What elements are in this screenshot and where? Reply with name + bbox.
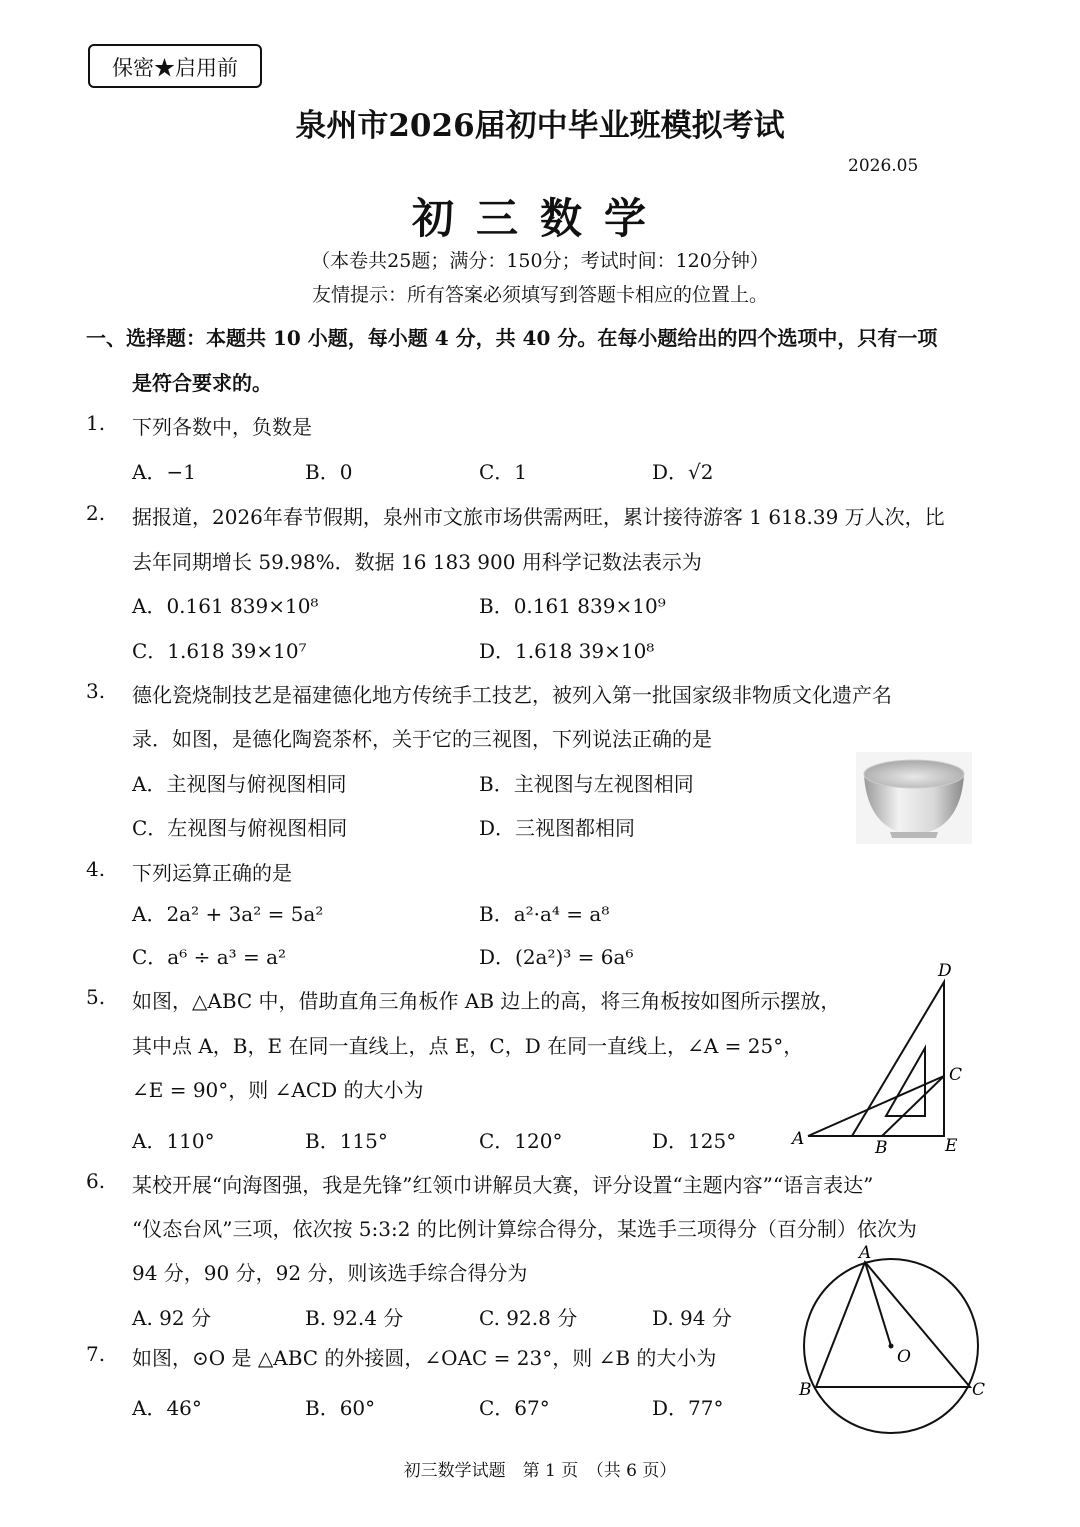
question-7-number: 7. (86, 1342, 106, 1366)
question-4-text: 下列运算正确的是 (132, 861, 292, 885)
friendly-tip: 友情提示：所有答案必须填写到答题卡相应的位置上。 (311, 284, 768, 306)
question-1-option-c: C．1 (479, 460, 528, 484)
fig7-label-o: O (897, 1347, 911, 1367)
question-7-figure (790, 1244, 990, 1440)
exam-date: 2026.05 (848, 156, 919, 176)
question-5-option-a: A．110° (132, 1129, 215, 1153)
triangle-abc (816, 1262, 970, 1387)
question-7-option-b: B．60° (305, 1396, 376, 1420)
question-1-option-d: D．√2 (652, 460, 714, 484)
fig5-label-c: C (949, 1065, 963, 1085)
section-heading-line1: 一、选择题：本题共 10 小题，每小题 4 分，共 40 分。在每小题给出的四个选项中，只有一项 (86, 326, 938, 350)
question-6-option-a: A. 92 分 (132, 1306, 211, 1330)
question-5-text-line2: 其中点 A，B，E 在同一直线上，点 E，C，D 在同一直线上，∠A = 25°， (132, 1034, 804, 1058)
question-4-option-b: B．a²·a⁴ = a⁸ (479, 902, 610, 926)
exam-title: 泉州市2026届初中毕业班模拟考试 (295, 108, 785, 144)
question-5-option-d: D．125° (652, 1129, 737, 1153)
segment-oa (865, 1262, 891, 1346)
teacup-image (856, 752, 972, 844)
question-5-text-line3: ∠E = 90°，则 ∠ACD 的大小为 (132, 1078, 424, 1102)
fig7-label-b: B (799, 1380, 812, 1400)
question-3-text-line1: 德化瓷烧制技艺是福建德化地方传统手工技艺，被列入第一批国家级非物质文化遗产名 (132, 683, 892, 707)
question-3-text-line2: 录．如图，是德化陶瓷茶杯，关于它的三视图，下列说法正确的是 (132, 727, 712, 751)
question-5-figure (784, 958, 980, 1158)
fig5-label-a: A (792, 1129, 805, 1149)
question-6-number: 6. (86, 1169, 106, 1193)
question-4-option-c: C．a⁶ ÷ a³ = a² (132, 945, 287, 969)
question-5-option-c: C．120° (479, 1129, 563, 1153)
question-3-number: 3. (86, 679, 106, 703)
fig7-label-c: C (972, 1380, 986, 1400)
question-2-text-line1: 据报道，2026年春节假期，泉州市文旅市场供需两旺，累计接待游客 1 618.39 万人次，比 (132, 505, 945, 529)
question-5-number: 5. (86, 985, 106, 1009)
question-3-option-c: C．左视图与俯视图相同 (132, 816, 348, 840)
question-1-option-b: B．0 (305, 460, 353, 484)
triangle-ruler-outer (852, 982, 944, 1136)
question-3-option-a: A．主视图与俯视图相同 (132, 772, 347, 796)
question-5-text-line1: 如图，△ABC 中，借助直角三角板作 AB 边上的高，将三角板按如图所示摆放， (132, 989, 841, 1013)
question-4-option-a: A．2a² + 3a² = 5a² (132, 902, 324, 926)
center-point-o (889, 1344, 894, 1349)
page-footer: 初三数学试题 第 1 页 （共 6 页） (403, 1461, 677, 1481)
question-2-option-d: D．1.618 39×10⁸ (479, 639, 655, 663)
question-2-option-c: C．1.618 39×10⁷ (132, 639, 307, 663)
fig5-label-b: B (875, 1138, 888, 1158)
question-7-option-a: A．46° (132, 1396, 202, 1420)
question-3-option-b: B．主视图与左视图相同 (479, 772, 694, 796)
question-4-option-d: D．(2a²)³ = 6a⁶ (479, 945, 634, 969)
question-5-option-b: B．115° (305, 1129, 388, 1153)
subject-title: 初三数学 (411, 194, 668, 243)
question-2-option-a: A．0.161 839×10⁸ (132, 594, 319, 618)
question-7-option-c: C．67° (479, 1396, 550, 1420)
question-6-text-line2: “仪态台风”三项，依次按 5:3:2 的比例计算综合得分，某选手三项得分（百分制）依次为 (132, 1217, 917, 1241)
question-2-option-b: B．0.161 839×10⁹ (479, 594, 666, 618)
question-1-text: 下列各数中，负数是 (132, 415, 312, 439)
segment-ac (808, 1076, 944, 1136)
question-6-text-line3: 94 分，90 分，92 分，则该选手综合得分为 (132, 1261, 528, 1285)
fig5-label-e: E (945, 1136, 958, 1156)
question-6-option-b: B. 92.4 分 (305, 1306, 404, 1330)
exam-info: （本卷共25题；满分：150分；考试时间：120分钟） (311, 250, 769, 272)
question-7-option-d: D．77° (652, 1396, 724, 1420)
confidential-label: 保密★启用前 (88, 44, 262, 88)
question-4-number: 4. (86, 857, 106, 881)
question-2-number: 2. (86, 501, 106, 525)
fig5-label-d: D (938, 961, 952, 981)
question-6-option-c: C. 92.8 分 (479, 1306, 578, 1330)
question-1-option-a: A．−1 (132, 460, 196, 484)
question-3-option-d: D．三视图都相同 (479, 816, 636, 840)
question-6-text-line1: 某校开展“向海图强，我是先锋”红领巾讲解员大赛，评分设置“主题内容”“语言表达” (132, 1173, 874, 1197)
question-6-option-d: D. 94 分 (652, 1306, 732, 1330)
question-2-text-line2: 去年同期增长 59.98%．数据 16 183 900 用科学记数法表示为 (132, 550, 702, 574)
question-1-number: 1. (86, 411, 106, 435)
question-7-text: 如图，⊙O 是 △ABC 的外接圆，∠OAC = 23°，则 ∠B 的大小为 (132, 1346, 717, 1370)
section-heading-line2: 是符合要求的。 (132, 371, 272, 395)
fig7-label-a: A (859, 1244, 872, 1263)
triangle-ruler-inner (886, 1048, 925, 1116)
